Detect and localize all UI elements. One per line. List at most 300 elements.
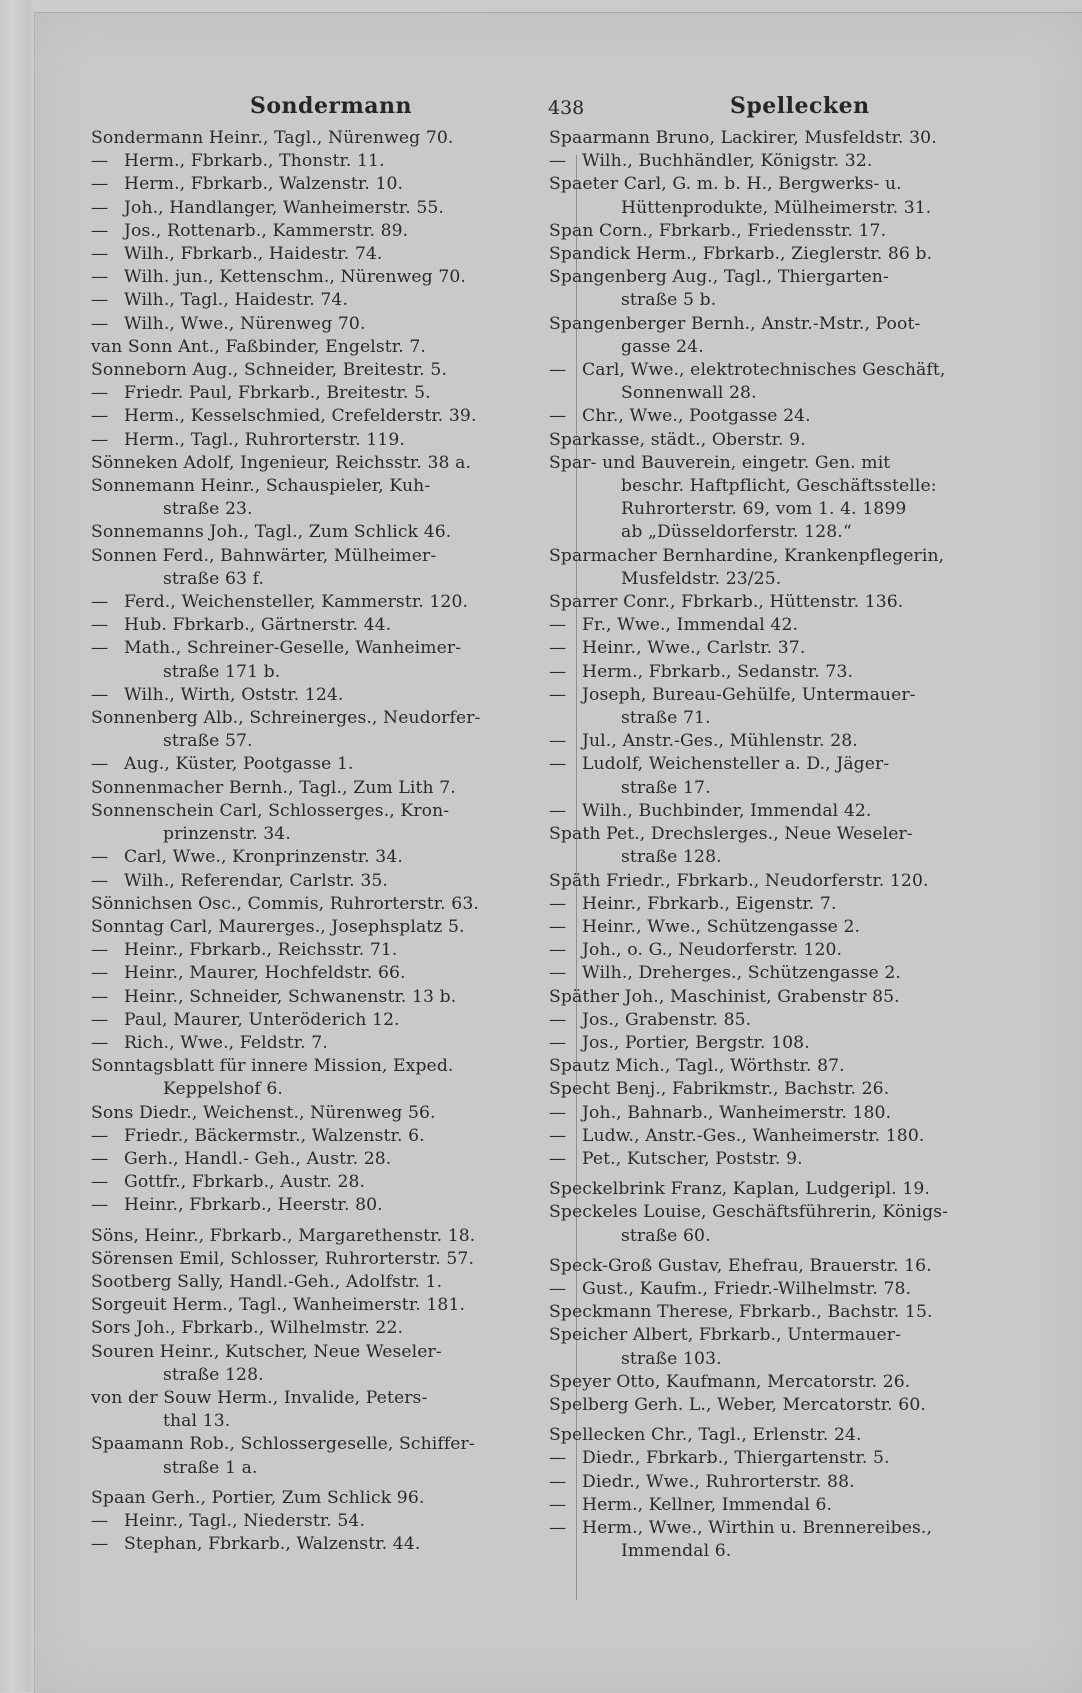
entry-text: [549, 962, 1027, 985]
ditto-dash: —: [91, 638, 109, 659]
entry-text: [91, 870, 559, 893]
directory-sub-entry: [91, 1510, 559, 1533]
directory-sub-entry: [549, 1032, 1027, 1055]
entry-text: [91, 1171, 559, 1194]
ditto-dash: —: [549, 1517, 567, 1538]
entry-continuation: [91, 498, 559, 521]
entry-text: [91, 1194, 559, 1217]
directory-sub-entry: [91, 962, 559, 985]
directory-entry: [549, 1078, 1027, 1101]
entry-text: [549, 730, 1027, 753]
directory-entry: [549, 313, 1027, 359]
entry-line-text: Jos., Grabenstr. 85.: [582, 1009, 752, 1030]
directory-sub-entry: [549, 150, 1027, 173]
entry-text: [91, 1533, 559, 1556]
entry-text: [549, 1278, 1027, 1301]
directory-sub-entry: [549, 916, 1027, 939]
entry-line-text: Wilh., Dreherges., Schützengasse 2.: [582, 963, 901, 984]
entry-line-text: Aug., Küster, Pootgasse 1.: [124, 754, 354, 775]
ditto-dash: —: [91, 151, 109, 172]
entry-line-text: Sparrer Conr., Fbrkarb., Hüttenstr. 136.: [549, 592, 904, 613]
directory-sub-entry: [91, 986, 559, 1009]
ditto-dash: —: [91, 1195, 109, 1216]
entry-text: [549, 1324, 1027, 1347]
directory-sub-entry: [549, 753, 1027, 799]
entry-text: [91, 1032, 559, 1055]
entry-text: [549, 1394, 1027, 1417]
directory-entry: [549, 429, 1027, 452]
ditto-dash: —: [91, 684, 109, 705]
entry-line-text: Spautz Mich., Tagl., Wörthstr. 87.: [549, 1056, 845, 1077]
entry-text: [549, 1494, 1027, 1517]
directory-sub-entry: [91, 637, 559, 683]
directory-sub-entry: [91, 1194, 559, 1217]
running-header: [35, 93, 1082, 123]
entry-line-text: Stephan, Fbrkarb., Walzenstr. 44.: [124, 1534, 421, 1555]
ditto-dash: —: [91, 406, 109, 427]
directory-entry: [549, 1301, 1027, 1324]
entry-text: [91, 150, 559, 173]
entry-text: [549, 916, 1027, 939]
directory-entry: [91, 1225, 559, 1248]
entry-text: [91, 614, 559, 637]
entry-text: [549, 1301, 1027, 1324]
ditto-dash: —: [549, 940, 567, 961]
ditto-dash: —: [549, 360, 567, 381]
directory-sub-entry: [91, 591, 559, 614]
entry-line-text: Jos., Portier, Bergstr. 108.: [582, 1032, 810, 1053]
entry-text: [91, 1225, 559, 1248]
directory-entry: [549, 870, 1027, 893]
entry-line-text: Wilh., Wwe., Nürenweg 70.: [124, 313, 366, 334]
entry-text: [91, 1487, 559, 1510]
entry-line-text: Diedr., Wwe., Ruhrorterstr. 88.: [582, 1471, 855, 1492]
directory-sub-entry: [91, 266, 559, 289]
entry-line-text: Gerh., Handl.- Geh., Austr. 28.: [124, 1148, 392, 1169]
entry-line-text: Sörensen Emil, Schlosser, Ruhrorterstr. 57.: [91, 1248, 475, 1269]
entry-line-text: Math., Schreiner-Geselle, Wanheimer-: [124, 638, 462, 659]
entry-text: [549, 684, 1027, 707]
directory-entry: [549, 173, 1027, 219]
ditto-dash: —: [91, 615, 109, 636]
entry-line-text: straße 171 b.: [163, 661, 281, 682]
entry-text: [549, 220, 1027, 243]
ditto-dash: —: [549, 1032, 567, 1053]
entry-text: [91, 127, 559, 150]
entry-line-text: Joh., Handlanger, Wanheimerstr. 55.: [124, 197, 444, 218]
entry-text: [549, 405, 1027, 428]
entry-line-text: Wilh., Buchhändler, Königstr. 32.: [582, 151, 873, 172]
entry-continuation: [91, 1410, 559, 1433]
entry-line-text: van Sonn Ant., Faßbinder, Engelstr. 7.: [91, 336, 426, 357]
directory-sub-entry: [91, 614, 559, 637]
directory-entry: [91, 1102, 559, 1125]
entry-line-text: Sootberg Sally, Handl.-Geh., Adolfstr. 1.: [91, 1271, 443, 1292]
entry-line-text: Sonneborn Aug., Schneider, Breitestr. 5.: [91, 360, 448, 381]
entry-continuation: [91, 1078, 559, 1101]
entry-continuation: [549, 475, 1027, 498]
directory-entry: [91, 777, 559, 800]
ditto-dash: —: [549, 1448, 567, 1469]
directory-sub-entry: [91, 313, 559, 336]
entry-line-text: Sparkasse, städt., Oberstr. 9.: [549, 429, 806, 450]
entry-text: [91, 986, 559, 1009]
entry-line-text: Sonntagsblatt für innere Mission, Exped.: [91, 1056, 454, 1077]
directory-entry: [91, 1433, 559, 1479]
ditto-dash: —: [549, 661, 567, 682]
entry-continuation: [91, 730, 559, 753]
entry-line-text: Spaeter Carl, G. m. b. H., Bergwerks- u.: [549, 174, 902, 195]
entry-line-text: Sons Diedr., Weichenst., Nürenweg 56.: [91, 1102, 436, 1123]
directory-sub-entry: [549, 939, 1027, 962]
entry-text: [549, 545, 1027, 568]
entry-text: [91, 637, 559, 660]
right-column: [549, 127, 1027, 1563]
directory-sub-entry: [91, 173, 559, 196]
directory-sub-entry: [549, 1517, 1027, 1563]
entry-line-text: straße 57.: [163, 731, 253, 752]
directory-entry: [91, 893, 559, 916]
ditto-dash: —: [549, 800, 567, 821]
directory-sub-entry: [91, 1148, 559, 1171]
directory-sub-entry: [549, 661, 1027, 684]
directory-entry: [91, 1055, 559, 1101]
entry-text: [91, 916, 559, 939]
entry-text: [549, 1032, 1027, 1055]
directory-sub-entry: [91, 197, 559, 220]
entry-text: [549, 266, 1027, 289]
entry-line-text: Wilh., Wirth, Oststr. 124.: [124, 684, 344, 705]
entry-line-text: Spangenberger Bernh., Anstr.-Mstr., Poot-: [549, 313, 921, 334]
entry-text: [549, 870, 1027, 893]
entry-line-text: Jul., Anstr.-Ges., Mühlenstr. 28.: [582, 731, 858, 752]
entry-line-text: straße 23.: [163, 499, 253, 520]
directory-sub-entry: [549, 1447, 1027, 1470]
ditto-dash: —: [91, 174, 109, 195]
entry-text: [549, 591, 1027, 614]
entry-text: [91, 777, 559, 800]
entry-line-text: Sönnichsen Osc., Commis, Ruhrorterstr. 63.: [91, 893, 479, 914]
ditto-dash: —: [91, 1534, 109, 1555]
directory-entry: [91, 800, 559, 846]
directory-sub-entry: [91, 382, 559, 405]
entry-line-text: Heinr., Fbrkarb., Reichsstr. 71.: [124, 940, 398, 961]
directory-sub-entry: [549, 962, 1027, 985]
entry-line-text: gasse 24.: [621, 336, 704, 357]
entry-text: [549, 1102, 1027, 1125]
entry-text: [91, 753, 559, 776]
ditto-dash: —: [91, 244, 109, 265]
entry-line-text: Joseph, Bureau-Gehülfe, Untermauer-: [582, 684, 916, 705]
entry-text: [549, 614, 1027, 637]
entry-text: [549, 1148, 1027, 1171]
entry-line-text: Friedr., Bäckermstr., Walzenstr. 6.: [124, 1125, 425, 1146]
entry-line-text: Spandick Herm., Fbrkarb., Zieglerstr. 86 b.: [549, 244, 933, 265]
entry-text: [549, 1371, 1027, 1394]
entry-line-text: straße 128.: [621, 847, 722, 868]
entry-line-text: Herm., Fbrkarb., Thonstr. 11.: [124, 151, 385, 172]
entry-line-text: Speck-Groß Gustav, Ehefrau, Brauerstr. 16.: [549, 1255, 932, 1276]
ditto-dash: —: [91, 940, 109, 961]
entry-line-text: Friedr. Paul, Fbrkarb., Breitestr. 5.: [124, 383, 431, 404]
directory-sub-entry: [91, 1533, 559, 1556]
entry-line-text: Immendal 6.: [621, 1541, 732, 1562]
directory-sub-entry: [549, 730, 1027, 753]
entry-line-text: Hüttenprodukte, Mülheimerstr. 31.: [621, 197, 932, 218]
entry-text: [549, 1201, 1027, 1224]
ditto-dash: —: [549, 731, 567, 752]
ditto-dash: —: [91, 1125, 109, 1146]
ditto-dash: —: [91, 290, 109, 311]
entry-continuation: [91, 1364, 559, 1387]
entry-line-text: Heinr., Fbrkarb., Heerstr. 80.: [124, 1195, 383, 1216]
directory-entry: [91, 1341, 559, 1387]
entry-text: [549, 893, 1027, 916]
directory-entry: [549, 220, 1027, 243]
directory-entry: [549, 1055, 1027, 1078]
directory-sub-entry: [91, 870, 559, 893]
entry-line-text: Herm., Fbrkarb., Walzenstr. 10.: [124, 174, 404, 195]
left-catchword: Sondermann: [250, 93, 413, 119]
directory-entry: [91, 1294, 559, 1317]
entry-line-text: Späther Joh., Maschinist, Grabenstr 85.: [549, 986, 900, 1007]
entry-line-text: straße 128.: [163, 1364, 264, 1385]
entry-line-text: Wilh., Tagl., Haidestr. 74.: [124, 290, 349, 311]
entry-text: [91, 243, 559, 266]
entry-text: [549, 1447, 1027, 1470]
directory-sub-entry: [549, 1102, 1027, 1125]
entry-line-text: Carl, Wwe., Kronprinzenstr. 34.: [124, 847, 403, 868]
entry-text: [549, 1055, 1027, 1078]
entry-line-text: Heinr., Wwe., Carlstr. 37.: [582, 638, 806, 659]
entry-line-text: Souren Heinr., Kutscher, Neue Weseler-: [91, 1341, 442, 1362]
entry-text: [549, 1255, 1027, 1278]
directory-entry: [91, 336, 559, 359]
ditto-dash: —: [549, 754, 567, 775]
entry-text: [91, 289, 559, 312]
entry-text: [549, 661, 1027, 684]
entry-line-text: Chr., Wwe., Pootgasse 24.: [582, 406, 811, 427]
entry-text: [91, 707, 559, 730]
entry-line-text: Speyer Otto, Kaufmann, Mercatorstr. 26.: [549, 1371, 911, 1392]
entry-line-text: Heinr., Schneider, Schwanenstr. 13 b.: [124, 986, 457, 1007]
ditto-dash: —: [549, 1471, 567, 1492]
entry-continuation: [549, 336, 1027, 359]
ditto-dash: —: [549, 406, 567, 427]
entry-text: [91, 939, 559, 962]
entry-line-text: Fr., Wwe., Immendal 42.: [582, 615, 799, 636]
entry-text: [91, 429, 559, 452]
ditto-dash: —: [91, 870, 109, 891]
entry-text: [549, 173, 1027, 196]
entry-line-text: Rich., Wwe., Feldstr. 7.: [124, 1032, 328, 1053]
directory-entry: [549, 266, 1027, 312]
entry-continuation: [549, 1540, 1027, 1563]
entry-line-text: Joh., Bahnarb., Wanheimerstr. 180.: [582, 1102, 892, 1123]
ditto-dash: —: [549, 1494, 567, 1515]
entry-line-text: Sonnemann Heinr., Schauspieler, Kuh-: [91, 476, 431, 497]
directory-sub-entry: [91, 1032, 559, 1055]
entry-line-text: Söns, Heinr., Fbrkarb., Margarethenstr. 18.: [91, 1225, 476, 1246]
entry-line-text: Sonnemanns Joh., Tagl., Zum Schlick 46.: [91, 522, 452, 543]
ditto-dash: —: [91, 429, 109, 450]
ditto-dash: —: [91, 313, 109, 334]
entry-continuation: [549, 568, 1027, 591]
entry-line-text: Spelberg Gerh. L., Weber, Mercatorstr. 60.: [549, 1394, 926, 1415]
entry-text: [549, 1078, 1027, 1101]
directory-entry: [549, 127, 1027, 150]
entry-line-text: straße 1 a.: [163, 1457, 258, 1478]
entry-line-text: Keppelshof 6.: [163, 1079, 283, 1100]
entry-text: [91, 684, 559, 707]
directory-entry: [549, 545, 1027, 591]
directory-entry: [549, 1201, 1027, 1247]
entry-text: [549, 823, 1027, 846]
entry-line-text: straße 5 b.: [621, 290, 717, 311]
directory-sub-entry: [91, 846, 559, 869]
entry-line-text: Sondermann Heinr., Tagl., Nürenweg 70.: [91, 128, 454, 148]
entry-line-text: Späth Friedr., Fbrkarb., Neudorferstr. 120.: [549, 870, 929, 891]
entry-line-text: Heinr., Fbrkarb., Eigenstr. 7.: [582, 893, 837, 914]
ditto-dash: —: [91, 1032, 109, 1053]
ditto-dash: —: [549, 1009, 567, 1030]
directory-entry: [91, 1487, 559, 1510]
directory-sub-entry: [91, 289, 559, 312]
directory-sub-entry: [91, 429, 559, 452]
entry-line-text: Heinr., Maurer, Hochfeldstr. 66.: [124, 963, 406, 984]
entry-text: [91, 962, 559, 985]
entry-continuation: [549, 289, 1027, 312]
entry-line-text: Hub. Fbrkarb., Gärtnerstr. 44.: [124, 615, 392, 636]
ditto-dash: —: [549, 151, 567, 172]
directory-sub-entry: [91, 684, 559, 707]
ditto-dash: —: [549, 893, 567, 914]
entry-continuation: [549, 1225, 1027, 1248]
entry-text: [549, 1424, 1027, 1447]
directory-sub-entry: [549, 359, 1027, 405]
entry-text: [91, 521, 559, 544]
entry-line-text: Heinr., Wwe., Schützengasse 2.: [582, 916, 861, 937]
entry-spacer: [549, 1417, 1027, 1424]
ditto-dash: —: [91, 220, 109, 241]
directory-entry: [91, 1271, 559, 1294]
entry-line-text: Spath Pet., Drechslerges., Neue Weseler-: [549, 824, 913, 845]
directory-sub-entry: [549, 1125, 1027, 1148]
entry-line-text: ab „Düsseldorferstr. 128.“: [621, 522, 852, 543]
right-catchword: Spellecken: [730, 93, 870, 119]
entry-text: [91, 405, 559, 428]
entry-text: [91, 1009, 559, 1032]
entry-text: [549, 1471, 1027, 1494]
entry-continuation: [91, 823, 559, 846]
directory-entry: [91, 452, 559, 475]
entry-line-text: Diedr., Fbrkarb., Thiergartenstr. 5.: [582, 1448, 890, 1469]
entry-line-text: von der Souw Herm., Invalide, Peters-: [91, 1387, 428, 1408]
entry-line-text: Ludw., Anstr.-Ges., Wanheimerstr. 180.: [582, 1125, 925, 1146]
directory-entry: [549, 1424, 1027, 1447]
entry-line-text: Speckeles Louise, Geschäftsführerin, Königs-: [549, 1202, 949, 1223]
entry-text: [549, 1125, 1027, 1148]
entry-line-text: Wilh., Referendar, Carlstr. 35.: [124, 870, 388, 891]
directory-entry: [91, 916, 559, 939]
entry-text: [91, 1125, 559, 1148]
entry-text: [549, 1517, 1027, 1540]
entry-line-text: Spellecken Chr., Tagl., Erlenstr. 24.: [549, 1425, 862, 1446]
entry-line-text: straße 60.: [621, 1225, 711, 1246]
entry-continuation: [91, 661, 559, 684]
entry-text: [91, 1317, 559, 1340]
directory-sub-entry: [549, 684, 1027, 730]
entry-line-text: Spaamann Rob., Schlossergeselle, Schiffer-: [91, 1434, 475, 1455]
entry-line-text: Ruhrorterstr. 69, vom 1. 4. 1899: [621, 499, 907, 520]
ditto-dash: —: [91, 986, 109, 1007]
directory-entry: [91, 707, 559, 753]
directory-sub-entry: [91, 1125, 559, 1148]
directory-sub-entry: [549, 614, 1027, 637]
entry-text: [91, 1055, 559, 1078]
directory-sub-entry: [549, 800, 1027, 823]
entry-text: [549, 150, 1027, 173]
entry-text: [91, 1294, 559, 1317]
entry-text: [549, 313, 1027, 336]
entry-line-text: Speckelbrink Franz, Kaplan, Ludgeripl. 19.: [549, 1179, 930, 1200]
entry-line-text: straße 63 f.: [163, 568, 265, 589]
entry-line-text: straße 17.: [621, 777, 711, 798]
entry-text: [549, 637, 1027, 660]
entry-text: [549, 1009, 1027, 1032]
directory-sub-entry: [549, 893, 1027, 916]
entry-continuation: [91, 1457, 559, 1480]
ditto-dash: —: [549, 1278, 567, 1299]
entry-text: [91, 800, 559, 823]
entry-line-text: Herm., Fbrkarb., Sedanstr. 73.: [582, 661, 854, 682]
entry-text: [549, 939, 1027, 962]
directory-sub-entry: [549, 1148, 1027, 1171]
entry-line-text: Spangenberg Aug., Tagl., Thiergarten-: [549, 267, 889, 288]
entry-line-text: Heinr., Tagl., Niederstr. 54.: [124, 1510, 366, 1531]
directory-entry: [91, 1317, 559, 1340]
ditto-dash: —: [549, 615, 567, 636]
page-number: 438: [548, 97, 585, 119]
directory-sub-entry: [549, 637, 1027, 660]
entry-line-text: Wilh., Fbrkarb., Haidestr. 74.: [124, 244, 383, 265]
entry-text: [549, 800, 1027, 823]
directory-sub-entry: [549, 405, 1027, 428]
entry-text: [91, 266, 559, 289]
ditto-dash: —: [549, 916, 567, 937]
entry-line-text: Sonnenmacher Bernh., Tagl., Zum Lith 7.: [91, 777, 456, 798]
entry-text: [91, 173, 559, 196]
directory-sub-entry: [549, 1278, 1027, 1301]
entry-text: [91, 846, 559, 869]
entry-line-text: Speicher Albert, Fbrkarb., Untermauer-: [549, 1325, 901, 1346]
entry-text: [91, 1271, 559, 1294]
entry-text: [91, 313, 559, 336]
entry-text: [91, 591, 559, 614]
directory-entry: [549, 1178, 1027, 1201]
entry-text: [549, 127, 1027, 150]
entry-text: [549, 986, 1027, 1009]
entry-line-text: Spaan Gerh., Portier, Zum Schlick 96.: [91, 1487, 425, 1508]
entry-continuation: [91, 568, 559, 591]
directory-entry: [549, 243, 1027, 266]
entry-line-text: Jos., Rottenarb., Kammerstr. 89.: [124, 220, 409, 241]
ditto-dash: —: [91, 592, 109, 613]
entry-spacer: [91, 1480, 559, 1487]
entry-line-text: Pet., Kutscher, Poststr. 9.: [582, 1148, 803, 1169]
ditto-dash: —: [91, 197, 109, 218]
ditto-dash: —: [549, 1148, 567, 1169]
